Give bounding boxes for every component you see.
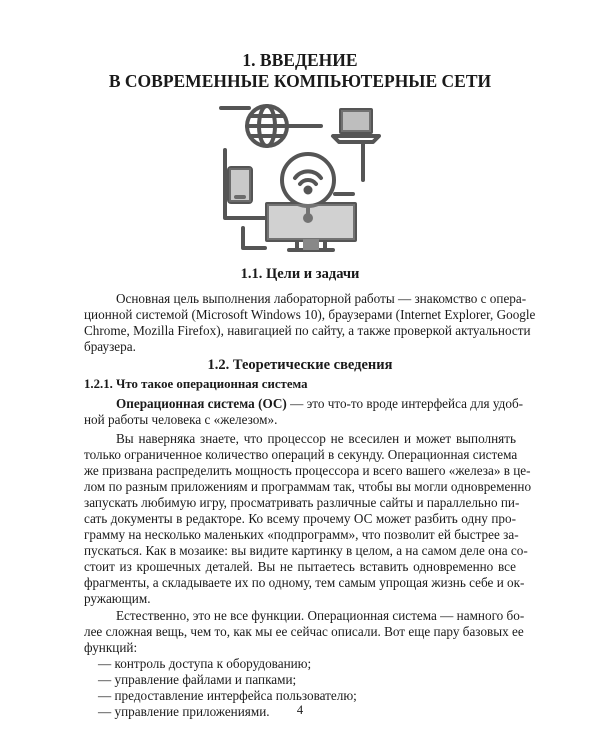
- text-line: запускать любимую игру, просматривать различные сайты и параллельно пи-: [84, 495, 520, 510]
- text-line: функций:: [84, 640, 138, 655]
- chapter-title-line-1: 1. ВВЕДЕНИЕ: [242, 50, 358, 70]
- text-line: браузера.: [84, 339, 136, 354]
- text-line: Естественно, это не все функции. Операционная система — намного бо-: [116, 608, 525, 623]
- list-item: — контроль доступа к оборудованию;: [98, 656, 312, 671]
- definition-line: [116, 396, 524, 412]
- text-line: Chrome, Mozilla Firefox), навигацией по сайту, а также проверкой актуальности: [84, 323, 531, 338]
- chapter-title: [0, 50, 600, 92]
- subsection-heading-os: 1.2.1. Что такое операционная система: [84, 377, 308, 391]
- network-computer-icon: [213, 98, 388, 258]
- list-item: — управление приложениями.: [98, 704, 270, 719]
- text-line: только ограниченное количество операций в секунду. Операционная система: [84, 447, 518, 462]
- text-line: пускаться. Как в мозаике: вы видите картинку в целом, а на самом деле она со-: [84, 543, 528, 558]
- text-line: же призвана распределить мощность процессора и всего вашего «железа» в це-: [84, 463, 531, 478]
- text-line: лее сложная вещь, чем то, как мы ее сейчас описали. Вот еще пару базовых ее: [84, 624, 524, 639]
- list-item: — управление файлами и папками;: [98, 672, 297, 687]
- section-heading-goals: 1.1. Цели и задачи: [240, 266, 360, 282]
- text-line: сать документы в редакторе. Ко всему прочему ОС может разбить одну про-: [84, 511, 516, 526]
- text-line: стоит из крошечных деталей. Вы не пытаетесь вставить одновременно все: [84, 559, 516, 574]
- chapter-title-line-2: В СОВРЕМЕННЫЕ КОМПЬЮТЕРНЫЕ СЕТИ: [108, 71, 492, 91]
- text-line: лом по разным приложениям и программам так, чтобы вы могли одновременно: [84, 479, 532, 494]
- text-line: ружающим.: [84, 591, 151, 606]
- text-line: грамму на несколько маленьких «подпрограмм», что позволит ей быстрее за-: [84, 527, 519, 542]
- list-item: — предоставление интерфейса пользователю;: [98, 688, 357, 703]
- text-line: Основная цель выполнения лабораторной работы — знакомство с опера-: [116, 291, 527, 306]
- text-line: ной работы человека с «железом».: [84, 412, 278, 427]
- text-line: ционной системой (Microsoft Windows 10), браузерами (Internet Explorer, Google: [84, 307, 536, 322]
- text-line: Вы наверняка знаете, что процессор не всесилен и может выполнять: [116, 431, 516, 446]
- definition-text: — это что-то вроде интерфейса для удоб-: [286, 396, 524, 411]
- section-heading-theory: 1.2. Теоретические сведения: [207, 357, 393, 373]
- page-number: 4: [296, 703, 304, 717]
- definition-term: Операционная система (ОС): [116, 396, 287, 411]
- text-line: фрагменты, а складываете их по одному, тем самым упрощая жизнь себе и ок-: [84, 575, 525, 590]
